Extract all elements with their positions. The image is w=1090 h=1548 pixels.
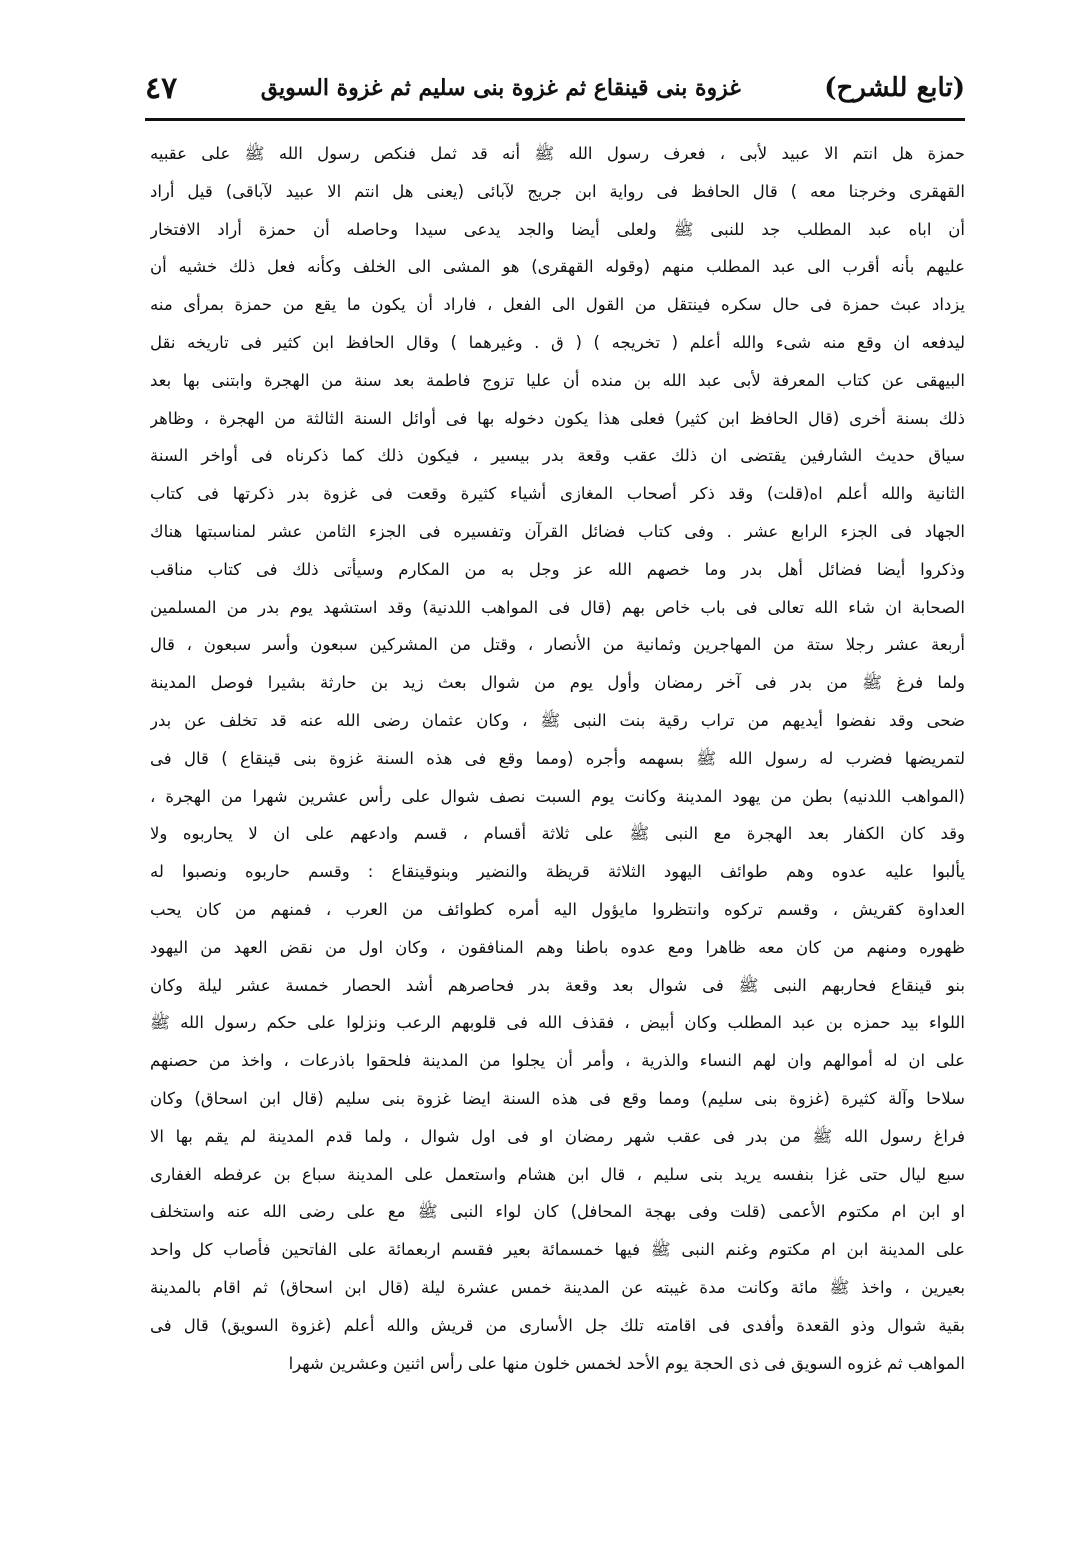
text-line: الثانية والله أعلم اه(قلت) وقد ذكر أصحاب المغازى أشياء كثيرة وقعت فى غزوة بدر ذكرتها فى كتاب: [150, 484, 965, 504]
page-number: ٤٧: [145, 70, 178, 106]
text-line: اللواء بيد حمزه بن عبد المطلب وكان أبيض ، فقذف الله فى قلوبهم الرعب ونزلوا على حكم رسول الله ﷺ: [150, 1013, 965, 1033]
text-line: (المواهب اللدنيه) بطن من يهود المدينة وكانت يوم السبت نصف شوال على رأس عشرين شهرا من الهجرة ،: [150, 786, 965, 806]
text-line: الصحابة ان شاء الله تعالى فى باب خاص بهم (قال فى المواهب اللدنية) وقد استشهد يوم بدر من المسلمين: [150, 597, 965, 617]
text-line: عليهم بأنه أقرب الى عبد المطلب منهم (وقوله القهقرى) هو المشى الى الخلف وكأنه فعل ذلك خشيه أن: [150, 257, 965, 277]
text-line: ليدفعه ان وقع منه شىء والله أعلم ( تخريجه ) ( ق . وغيرهما ) وقال الحافظ ابن كثير فى تاريخه نقل: [150, 332, 965, 352]
text-line: حمزة هل انتم الا عبيد لأبى ، فعرف رسول الله ﷺ أنه قد ثمل فنكص رسول الله ﷺ على عقبيه: [150, 144, 965, 163]
text-line: العداوة كقريش ، وقسم تركوه وانتظروا مايؤول اليه أمره كطوائف من العرب ، فمنهم من كان يحب: [150, 899, 965, 919]
page-header: [145, 62, 965, 114]
text-line: أربعة عشر رجلا ستة من المهاجرين وثمانية من الأنصار ، وقتل من المشركين سبعون وأسر سبعون ، قال: [150, 635, 965, 655]
text-line: الجهاد فى الجزء الرابع عشر . وفى كتاب فضائل القرآن وتفسيره فى الجزء الثامن عشر لمناسبتها هناك: [150, 521, 965, 541]
text-line: سبع ليال حتى غزا بنفسه يريد بنى سليم ، قال ابن هشام واستعمل على المدينة سباع بن عرفطه الغفارى: [150, 1164, 965, 1184]
text-line: ولما فرغ ﷺ من بدر فى آخر رمضان وأول يوم من شوال بعث زيد بن حارثة بشيرا فوصل المدينة: [150, 673, 965, 693]
text-line: على المدينة ابن ام مكتوم وغنم النبى ﷺ فيها خمسمائة بعير فقسم اربعمائة على الفاتحين فأصاب كل واحد: [150, 1240, 965, 1260]
body-text: [150, 135, 965, 1382]
text-line: سلاحا وآلة كثيرة (غزوة بنى سليم) ومما وقع فى هذه السنة ايضا غزوة بنى سليم (قال ابن اسحاق) وكان: [150, 1088, 965, 1108]
text-line: على ان له أموالهم وان لهم النساء والذرية ، وأمر أن يجلوا من المدينة فلحقوا باذرعات ، واخذ من حصنهم: [150, 1051, 965, 1071]
header-divider: [145, 118, 965, 121]
text-line: يألبوا عليه عدوه وهم طوائف اليهود الثلاثة قريظة والنضير وبنوقينقاع : وقسم حاربوه ونصبوا له: [150, 862, 965, 882]
text-line: فراغ رسول الله ﷺ من بدر فى عقب شهر رمضان او فى اول شوال ، ولما قدم المدينة لم يقم بها الا: [150, 1126, 965, 1146]
text-line: البيهقى عن كتاب المعرفة لأبى عبد الله بن منده أن عليا تزوج فاطمة بعد سنة من الهجرة وابتنى بها بعد: [150, 370, 965, 390]
text-line: وقد كان الكفار بعد الهجرة مع النبى ﷺ على ثلاثة أقسام ، قسم وادعهم على ان لا يحاربوه ولا: [150, 824, 965, 844]
text-line: وذكروا أيضا فضائل أهل بدر وما خصهم الله عز وجل به من المكارم وسيأتى ذلك فى كتاب مناقب: [150, 559, 965, 579]
text-line: ضحى وقد نفضوا أيديهم من تراب رقية بنت النبى ﷺ ، وكان عثمان رضى الله عنه قد تخلف عن بدر: [150, 710, 965, 730]
text-line: ظهوره ومنهم من كان معه ظاهرا ومع عدوه باطنا وهم المنافقون ، وكان اول من نقض العهد من اليهود: [150, 937, 965, 957]
text-line: أن اباه عبد المطلب جد للنبى ﷺ ولعلى أيضا والجد يدعى سيدا وحاصله أن حمزة أراد الافتخار: [150, 219, 965, 239]
text-line: بعيرين ، واخذ ﷺ مائة وكانت مدة غيبته عن المدينة خمس عشرة ليلة (قال ابن اسحاق) ثم اقام بالمدينة: [150, 1277, 965, 1297]
header-title: غزوة بنى قينقاع ثم غزوة بنى سليم ثم غزوة السويق: [260, 75, 741, 101]
text-line: لتمريضها فضرب له رسول الله ﷺ بسهمه وأجره (ومما وقع فى هذه السنة غزوة بنى قينقاع ) قال فى: [150, 748, 965, 768]
text-line: بنو قينقاع فحاربهم النبى ﷺ فى شوال بعد وقعة بدر فحاصرهم أشد الحصار خمسة عشر ليلة وكان: [150, 975, 965, 995]
text-line: القهقرى وخرجنا معه ) قال الحافظ فى رواية ابن جريج لآبائى (يعنى هل انتم الا عبيد لآباقى) قيل أراد: [150, 181, 965, 201]
text-line: سياق حديث الشارفين يقتضى ان ذلك عقب وقعة بدر بيسير ، فيكون ذلك كما ذكرناه فى أواخر السنة: [150, 446, 965, 466]
text-line: يزداد عبث حمزة فى حال سكره فينتقل من القول الى الفعل ، فاراد أن يكون ما يقع من حمزة بمرأى منه: [150, 295, 965, 315]
text-line: ذلك بسنة أخرى (قال الحافظ ابن كثير) فعلى هذا يكون دخوله بها فى أوائل السنة الثالثة من الهجرة ، وظاهر: [150, 408, 965, 428]
text-line: المواهب ثم غزوه السويق فى ذى الحجة يوم الأحد لخمس خلون منها على رأس اثنين وعشرين شهرا: [288, 1353, 965, 1373]
text-line: بقية شوال وذو القعدة وأفدى فى اقامته تلك جل الأسارى من قريش والله أعلم (غزوة السويق) قال فى: [150, 1315, 965, 1335]
header-section-note: (تابع للشرح): [824, 73, 965, 103]
text-line: او ابن ام مكتوم الأعمى (قلت وفى بهجة المحافل) كان لواء النبى ﷺ مع على رضى الله عنه واستخلف: [150, 1202, 965, 1222]
